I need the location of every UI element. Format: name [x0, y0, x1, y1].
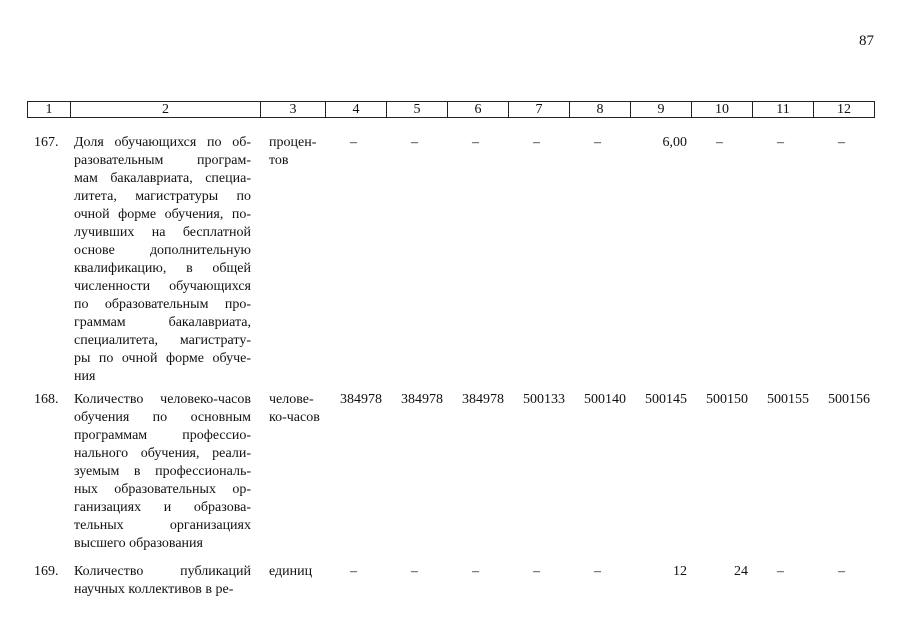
value-col-4: –: [350, 135, 357, 150]
value-col-10: 24: [734, 564, 748, 579]
value-col-9: 12: [673, 564, 687, 579]
indicator-description: [74, 391, 251, 553]
indicator-description: [74, 134, 251, 386]
header-cell-6: 6: [448, 102, 509, 117]
value-col-8: –: [594, 135, 601, 150]
indicator-description: [74, 563, 251, 599]
header-cell-1: 1: [28, 102, 71, 117]
row-number: 167.: [34, 135, 59, 150]
description-line: нального обучения, реали-: [74, 446, 251, 461]
unit-line: единиц: [269, 564, 313, 579]
header-cell-5: 5: [387, 102, 448, 117]
value-col-4: –: [350, 564, 357, 579]
header-cell-2: 2: [71, 102, 261, 117]
description-line: программам профессио-: [74, 428, 251, 443]
value-col-7: –: [533, 135, 540, 150]
description-line: основе дополнительную: [74, 243, 251, 258]
unit-of-measure: [269, 391, 320, 427]
value-col-6: –: [472, 135, 479, 150]
unit-of-measure: [269, 563, 312, 581]
value-col-6: –: [472, 564, 479, 579]
header-cell-8: 8: [570, 102, 631, 117]
value-col-5: –: [411, 564, 418, 579]
description-line: Доля обучающихся по об-: [74, 135, 251, 150]
value-col-10: –: [716, 135, 723, 150]
value-col-7: –: [533, 564, 540, 579]
description-line: ганизациях и образова-: [74, 500, 251, 515]
row-number: 168.: [34, 392, 59, 407]
value-col-9: 500145: [645, 392, 687, 407]
description-line: разовательным програм-: [74, 153, 251, 168]
value-col-8: 500140: [584, 392, 626, 407]
value-col-12: 500156: [828, 392, 870, 407]
unit-line: ко-часов: [269, 410, 320, 425]
row-number: 169.: [34, 564, 59, 579]
description-line: мам бакалавриата, специа-: [74, 171, 251, 186]
unit-line: процен-: [269, 135, 317, 150]
header-cell-10: 10: [692, 102, 753, 117]
value-col-11: 500155: [767, 392, 809, 407]
description-line: высшего образования: [74, 536, 203, 551]
description-line: ния: [74, 369, 96, 384]
description-line: ры по очной форме обуче-: [74, 351, 251, 366]
unit-line: тов: [269, 153, 289, 168]
header-cell-4: 4: [326, 102, 387, 117]
description-line: литета, магистратуры по: [74, 189, 251, 204]
value-col-11: –: [777, 564, 784, 579]
value-col-12: –: [838, 564, 845, 579]
value-col-9: 6,00: [662, 135, 687, 150]
page-number: 87: [859, 33, 874, 49]
description-line: тельных организациях: [74, 518, 251, 533]
table-row: [27, 391, 874, 551]
unit-line: челове-: [269, 392, 314, 407]
description-line: специалитета, магистрату-: [74, 333, 251, 348]
header-cell-7: 7: [509, 102, 570, 117]
value-col-7: 500133: [523, 392, 565, 407]
value-col-6: 384978: [462, 392, 504, 407]
description-line: граммам бакалавриата,: [74, 315, 251, 330]
description-line: численности обучающихся: [74, 279, 251, 294]
table-header: [27, 101, 875, 118]
description-line: Количество публикаций: [74, 564, 251, 579]
header-cell-11: 11: [753, 102, 814, 117]
value-col-5: 384978: [401, 392, 443, 407]
table-row: [27, 563, 874, 597]
description-line: Количество человеко-часов: [74, 392, 251, 407]
description-line: обучения по основным: [74, 410, 251, 425]
unit-of-measure: [269, 134, 316, 170]
header-cell-12: 12: [814, 102, 875, 117]
value-col-5: –: [411, 135, 418, 150]
value-col-4: 384978: [340, 392, 382, 407]
description-line: лучивших на бесплатной: [74, 225, 251, 240]
description-line: очной форме обучения, по-: [74, 207, 251, 222]
description-line: научных коллективов в ре-: [74, 582, 234, 597]
header-cell-9: 9: [631, 102, 692, 117]
value-col-11: –: [777, 135, 784, 150]
description-line: зуемым в профессиональ-: [74, 464, 251, 479]
value-col-12: –: [838, 135, 845, 150]
header-cell-3: 3: [261, 102, 326, 117]
description-line: по образовательным про-: [74, 297, 251, 312]
value-col-10: 500150: [706, 392, 748, 407]
description-line: квалификацию, в общей: [74, 261, 251, 276]
value-col-8: –: [594, 564, 601, 579]
table-row: [27, 134, 874, 384]
description-line: ных образовательных ор-: [74, 482, 251, 497]
